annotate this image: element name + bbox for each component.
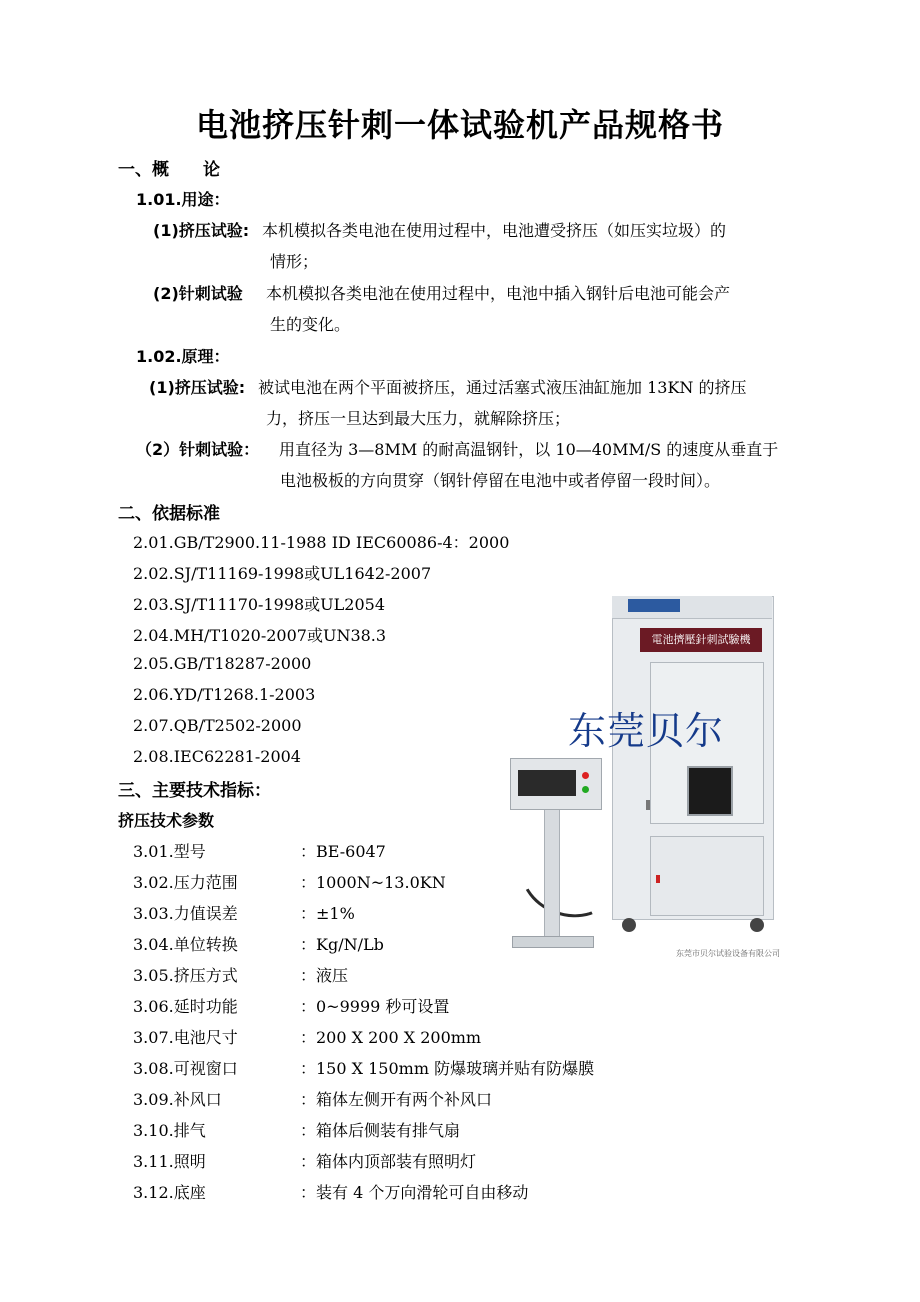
spec-key: 3.11.照明 xyxy=(133,1152,206,1171)
spec-value: ：箱体后侧装有排气扇 xyxy=(300,1121,461,1140)
spec-value: ：Kg/N/Lb xyxy=(300,935,384,954)
spec-value: ：装有 4 个万向滑轮可自由移动 xyxy=(300,1183,529,1202)
principle-heading: 1.02.原理： xyxy=(136,347,230,366)
spec-key: 3.12.底座 xyxy=(133,1183,206,1202)
standard-item: 2.05.GB/T18287-2000 xyxy=(133,654,312,673)
standard-item: 2.02.SJ/T11169-1998或UL1642-2007 xyxy=(133,564,432,583)
principle-item-2-text: 用直径为 3—8MM 的耐高温钢针，以 10—40MM/S 的速度从垂直于 xyxy=(279,440,779,459)
hydraulic-cable xyxy=(510,826,626,930)
principle-item-2-label: （2）针刺试验： xyxy=(136,440,260,459)
spec-value: ：箱体内顶部装有照明灯 xyxy=(300,1152,477,1171)
spec-value: ：200 X 200 X 200mm xyxy=(300,1028,482,1047)
spec-key: 3.04.单位转换 xyxy=(133,935,238,954)
spec-key: 3.02.压力范围 xyxy=(133,873,238,892)
spec-value: ：0~9999 秒可设置 xyxy=(300,997,450,1016)
principle-item-1-text-cont: 力，挤压一旦达到最大压力，就解除挤压； xyxy=(266,409,571,428)
spec-value: ：液压 xyxy=(300,966,349,985)
spec-value: ：BE-6047 xyxy=(300,842,386,861)
spec-value: ：150 X 150mm 防爆玻璃并贴有防爆膜 xyxy=(300,1059,595,1078)
spec-key: 3.03.力值误差 xyxy=(133,904,238,923)
controller-stand-base xyxy=(512,936,594,948)
standard-item: 2.07.QB/T2502-2000 xyxy=(133,716,302,735)
principle-item-1-label: (1)挤压试验: xyxy=(149,378,246,397)
cabinet-lower-door xyxy=(650,836,764,916)
spec-key: 3.09.补风口 xyxy=(133,1090,222,1109)
specs-subheading: 挤压技术参数 xyxy=(118,811,215,830)
usage-item-1-label: (1)挤压试验: xyxy=(153,221,250,240)
section-specs-heading: 三、主要技术指标： xyxy=(118,781,271,801)
section-standards-heading: 二、依据标准 xyxy=(118,504,220,524)
photo-caption: 东莞市贝尔试验设备有限公司 xyxy=(676,949,780,958)
standard-item: 2.04.MH/T1020-2007或UN38.3 xyxy=(133,626,387,645)
standard-item: 2.06.YD/T1268.1-2003 xyxy=(133,685,316,704)
principle-item-1-text: 被试电池在两个平面被挤压，通过活塞式液压油缸施加 13KN 的挤压 xyxy=(258,378,747,397)
spec-key: 3.06.延时功能 xyxy=(133,997,238,1016)
spec-key: 3.08.可视窗口 xyxy=(133,1059,238,1078)
control-button xyxy=(582,786,589,793)
controller-stand-pole xyxy=(544,808,560,942)
section-overview-heading: 一、概 论 xyxy=(118,160,220,180)
company-watermark: 东莞贝尔 xyxy=(568,709,725,753)
spec-key: 3.05.挤压方式 xyxy=(133,966,238,985)
spec-value: ：1000N~13.0KN xyxy=(300,873,446,892)
standard-item: 2.01.GB/T2900.11-1988 ID IEC60086-4：2000 xyxy=(133,533,510,552)
page-title: 电池挤压针刺一体试验机产品规格书 xyxy=(195,106,724,144)
usage-item-2-text-cont: 生的变化。 xyxy=(270,315,351,334)
usage-item-2-text: 本机模拟各类电池在使用过程中，电池中插入钢针后电池可能会产 xyxy=(266,284,731,303)
usage-item-1-text-cont: 情形； xyxy=(270,252,319,271)
principle-item-2-text-cont: 电池极板的方向贯穿（钢针停留在电池中或者停留一段时间）。 xyxy=(280,471,721,490)
usage-item-2-label: (2)针刺试验 xyxy=(153,284,243,303)
usage-heading: 1.01.用途： xyxy=(136,190,230,209)
spec-value: ：±1% xyxy=(300,904,355,923)
spec-value: ：箱体左侧开有两个补风口 xyxy=(300,1090,493,1109)
caster-wheel xyxy=(750,918,764,932)
standard-item: 2.08.IEC62281-2004 xyxy=(133,747,301,766)
cabinet-label: 電池擠壓針刺試驗機 xyxy=(640,628,762,652)
control-display xyxy=(518,770,576,796)
door-handle xyxy=(646,800,650,810)
spec-key: 3.10.排气 xyxy=(133,1121,206,1140)
product-photo xyxy=(500,590,790,962)
caster-wheel xyxy=(622,918,636,932)
viewing-window xyxy=(687,766,733,816)
standard-item: 2.03.SJ/T11170-1998或UL2054 xyxy=(133,595,386,614)
usage-item-1-text: 本机模拟各类电池在使用过程中，电池遭受挤压（如压实垃圾）的 xyxy=(262,221,727,240)
brand-logo xyxy=(628,599,680,612)
spec-key: 3.07.电池尺寸 xyxy=(133,1028,238,1047)
door-latch xyxy=(656,875,660,883)
spec-key: 3.01.型号 xyxy=(133,842,206,861)
control-button xyxy=(582,772,589,779)
